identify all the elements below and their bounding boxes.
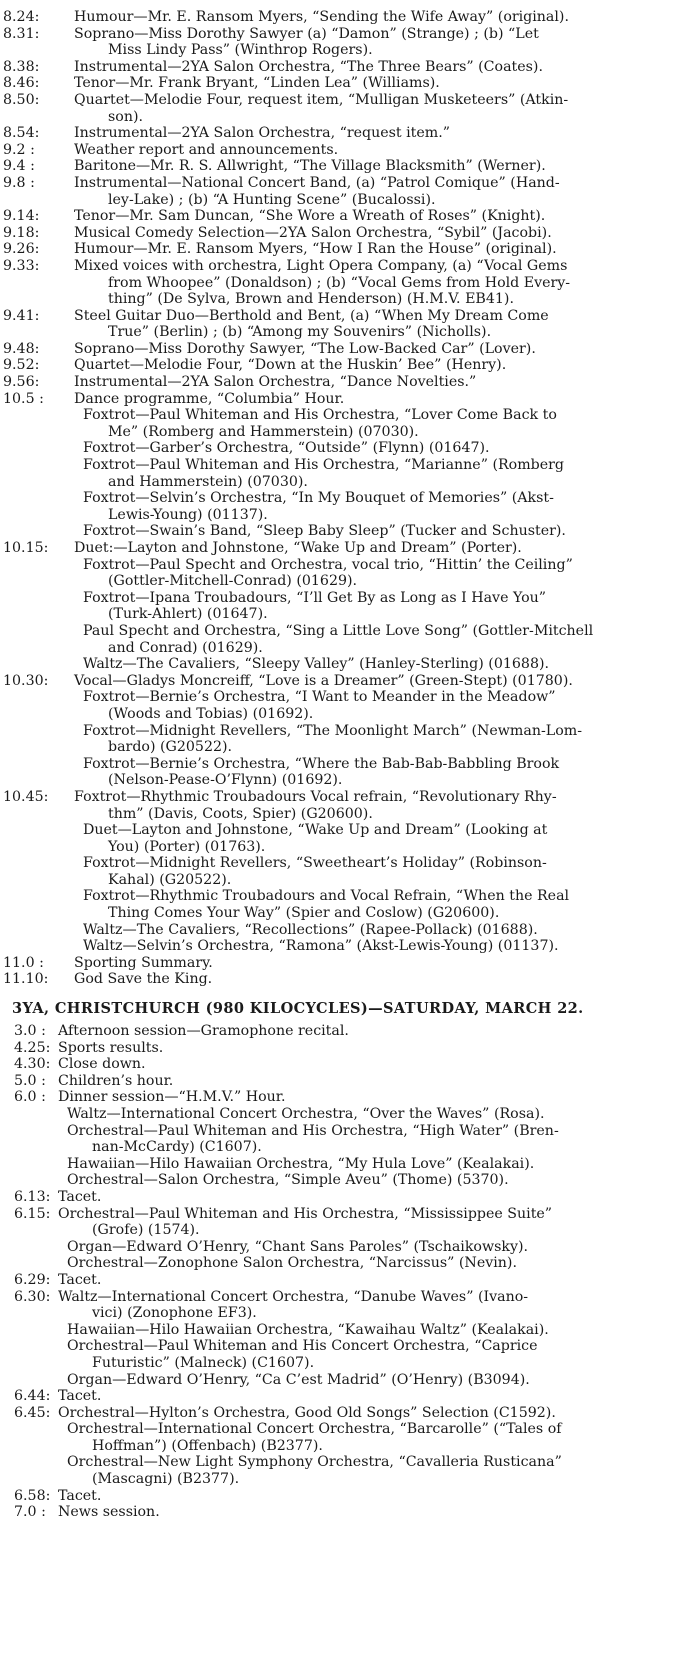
entry-line: Foxtrot—Paul Whiteman and His Orchestra, “Marianne” (Romberg: [83, 457, 565, 474]
program-entry: [0, 955, 700, 972]
entry-time: 6.44:: [14, 1388, 51, 1405]
program-entry: [0, 1421, 700, 1454]
entry-time: 9.41:: [3, 307, 40, 324]
entry-line: Foxtrot—Rhythmic Troubadours Vocal refrain, “Revolutionary Rhy-: [74, 788, 557, 805]
entry-line: Orchestral—Paul Whiteman and His Orchestra, “Mississippee Suite”: [58, 1205, 553, 1222]
entry-line: Waltz—The Cavaliers, “Recollections” (Rapee-Pollack) (01688).: [83, 921, 538, 938]
entry-line: Futuristic” (Malneck) (C1607).: [92, 1354, 315, 1371]
program-entry: [0, 407, 700, 440]
entry-line: Sports results.: [58, 1039, 164, 1056]
entry-text: [83, 407, 692, 440]
program-entry: [0, 1388, 700, 1405]
entry-line: Waltz—The Cavaliers, “Sleepy Valley” (Hanley-Sterling) (01688).: [83, 656, 550, 673]
entry-line: Children’s hour.: [58, 1072, 174, 1089]
entry-text: [67, 1255, 692, 1272]
entry-line: News session.: [58, 1504, 160, 1521]
program-entry: [0, 523, 700, 540]
entry-text: [74, 125, 692, 142]
entry-line: Orchestral—Zonophone Salon Orchestra, “Narcissus” (Nevin).: [67, 1255, 517, 1272]
program-entry: [0, 971, 700, 988]
entry-text: [74, 971, 692, 988]
entry-line: thm” (Davis, Coots, Spier) (G20600).: [108, 805, 373, 822]
entry-time: 4.25:: [14, 1039, 51, 1056]
entry-text: [74, 374, 692, 391]
entry-time: 10.45:: [3, 788, 49, 805]
entry-line: Lewis-Young) (01137).: [108, 506, 268, 523]
entry-text: [83, 557, 692, 590]
entry-line: Duet—Layton and Johnstone, “Wake Up and Dream” (Looking at: [83, 822, 548, 839]
program-entry: [0, 1272, 700, 1289]
program-entry: [0, 723, 700, 756]
entry-line: You) (Porter) (01763).: [108, 838, 266, 855]
entry-line: Miss Lindy Pass” (Winthrop Rogers).: [108, 42, 373, 59]
entry-text: [67, 1156, 692, 1173]
entry-line: Kahal) (G20522).: [108, 871, 232, 888]
entry-text: [83, 523, 692, 540]
entry-text: [74, 141, 692, 159]
entry-line: Quartet—Melodie Four, “Down at the Huskin’ Bee” (Henry).: [74, 357, 507, 374]
entry-text: [67, 1123, 692, 1156]
program-entry: [0, 208, 700, 225]
program-entry: [0, 258, 700, 308]
entry-line: Instrumental—National Concert Band, (a) “Patrol Comique” (Hand-: [74, 174, 560, 191]
entry-text: [58, 1388, 692, 1405]
entry-line: bardo) (G20522).: [108, 739, 233, 756]
program-entry: [0, 241, 700, 258]
entry-line: (Grofe) (1574).: [92, 1222, 200, 1239]
program-entry: [0, 938, 700, 955]
entry-line: Musical Comedy Selection—2YA Salon Orchestra, “Sybil” (Jacobi).: [74, 224, 552, 241]
entry-text: [83, 723, 692, 756]
entry-text: [74, 9, 692, 26]
entry-line: Baritone—Mr. R. S. Allwright, “The Village Blacksmith” (Werner).: [74, 158, 546, 175]
entry-line: and Conrad) (01629).: [108, 639, 263, 656]
program-entry: [0, 374, 700, 391]
entry-text: [67, 1338, 692, 1371]
entry-time: 6.0 :: [14, 1089, 46, 1106]
program-entry: [0, 341, 700, 358]
entry-line: Foxtrot—Rhythmic Troubadours and Vocal Refrain, “When the Real: [83, 888, 570, 905]
program-entry: [0, 922, 700, 939]
entry-text: [67, 1172, 692, 1189]
entry-line: Me” (Romberg and Hammerstein) (07030).: [108, 423, 419, 440]
entry-time: 8.46:: [3, 75, 40, 92]
entry-line: Waltz—International Concert Orchestra, “Danube Waves” (Ivano-: [58, 1288, 529, 1305]
entry-text: [74, 241, 692, 258]
entry-line: Humour—Mr. E. Ransom Myers, “How I Ran the House” (original).: [74, 241, 557, 258]
entry-text: [58, 1023, 692, 1040]
program-entry: [0, 1206, 700, 1239]
entry-line: Tacet.: [58, 1487, 102, 1504]
program-entry: [0, 689, 700, 722]
entry-text: [74, 208, 692, 225]
entry-line: nan-McCardy) (C1607).: [92, 1139, 262, 1156]
program-entry: [0, 557, 700, 590]
entry-text: [67, 1106, 692, 1123]
entry-text: [58, 1039, 692, 1057]
program-entry: [0, 673, 700, 690]
entry-line: vici) (Zonophone EF3).: [92, 1305, 257, 1322]
entry-time: 9.48:: [3, 340, 40, 357]
program-entry: [0, 540, 700, 557]
entry-time: 6.30:: [14, 1288, 51, 1305]
program-entry: [0, 125, 700, 142]
entry-text: [74, 672, 692, 690]
entry-time: 11.10:: [3, 971, 49, 988]
program-entry: [0, 656, 700, 673]
entry-time: 6.13:: [14, 1188, 51, 1205]
entry-time: 9.2 :: [3, 141, 35, 158]
entry-line: Close down.: [58, 1056, 146, 1073]
program-entry: [0, 623, 700, 656]
program-entry: [0, 1073, 700, 1090]
entry-line: God Save the King.: [74, 971, 213, 988]
entry-line: Foxtrot—Ipana Troubadours, “I’ll Get By as Long as I Have You”: [83, 589, 547, 606]
program-entry: [0, 357, 700, 374]
entry-line: Foxtrot—Selvin’s Orchestra, “In My Bouquet of Memories” (Akst-: [83, 490, 554, 507]
entry-line: Tacet.: [58, 1271, 102, 1288]
program-entry: [0, 490, 700, 523]
entry-line: Foxtrot—Bernie’s Orchestra, “I Want to Meander in the Meadow”: [83, 689, 556, 706]
entry-line: Hawaiian—Hilo Hawaiian Orchestra, “My Hula Love” (Kealakai).: [67, 1155, 535, 1172]
program-entry: [0, 1322, 700, 1339]
entry-line: Waltz—International Concert Orchestra, “Over the Waves” (Rosa).: [67, 1106, 545, 1122]
entry-line: Foxtrot—Garber’s Orchestra, “Outside” (Flynn) (01647).: [83, 440, 490, 457]
program-entry: [0, 142, 700, 159]
entry-line: Orchestral—Salon Orchestra, “Simple Aveu” (Thome) (5370).: [67, 1172, 509, 1189]
program-entry: [0, 158, 700, 175]
entry-time: 6.45:: [14, 1404, 51, 1421]
entry-text: [58, 1271, 692, 1289]
program-entry: [0, 1405, 700, 1422]
program-entry: [0, 888, 700, 921]
entry-text: [58, 1205, 692, 1239]
entry-line: Paul Specht and Orchestra, “Sing a Little Love Song” (Gottler-Mitchell: [83, 622, 594, 639]
entry-time: 8.24:: [3, 9, 40, 25]
entry-text: [74, 788, 692, 822]
entry-line: Humour—Mr. E. Ransom Myers, “Sending the Wife Away” (original).: [74, 9, 569, 25]
entry-line: Foxtrot—Swain’s Band, “Sleep Baby Sleep” (Tucker and Schuster).: [83, 523, 566, 540]
entry-time: 4.30:: [14, 1056, 51, 1073]
program-entry: [0, 1056, 700, 1073]
program-entry: [0, 440, 700, 457]
entry-line: Hawaiian—Hilo Hawaiian Orchestra, “Kawaihau Waltz” (Kealakai).: [67, 1321, 549, 1338]
entry-time: 10.15:: [3, 540, 49, 556]
entry-text: [83, 656, 692, 673]
entry-text: [83, 822, 692, 855]
entry-line: Soprano—Miss Dorothy Sawyer, “The Low-Backed Car” (Lover).: [74, 340, 536, 357]
entry-text: [83, 440, 692, 457]
entry-time: 5.0 :: [14, 1072, 46, 1089]
program-entry: [0, 92, 700, 125]
entry-text: [58, 1487, 692, 1505]
entry-text: [74, 540, 692, 557]
entry-text: [74, 25, 692, 59]
program-entry: [0, 1123, 700, 1156]
entry-line: Thing Comes Your Way” (Spier and Coslow) (G20600).: [108, 905, 500, 922]
entry-time: 6.15:: [14, 1205, 51, 1222]
entry-line: ley-Lake) ; (b) “A Hunting Scene” (Bucalossi).: [108, 191, 436, 208]
program-entry: [0, 1488, 700, 1505]
entry-line: Waltz—Selvin’s Orchestra, “Ramona” (Akst-Lewis-Young) (01137).: [83, 938, 559, 955]
entry-text: [74, 307, 692, 341]
entry-time: 6.29:: [14, 1271, 51, 1288]
entry-text: [83, 689, 692, 722]
entry-line: Mixed voices with orchestra, Light Opera Company, (a) “Vocal Gems: [74, 257, 568, 274]
entry-line: (Turk-Ahlert) (01647).: [108, 606, 268, 623]
program-entry: [0, 590, 700, 623]
program-entry: [0, 26, 700, 59]
entry-line: Steel Guitar Duo—Berthold and Bent, (a) “When My Dream Come: [74, 307, 549, 324]
entry-line: (Gottler-Mitchell-Conrad) (01629).: [108, 573, 358, 590]
entry-time: 11.0 :: [3, 954, 44, 971]
entry-time: 9.33:: [3, 257, 40, 274]
entry-text: [83, 490, 692, 523]
program-entry: [0, 822, 700, 855]
entry-text: [74, 390, 692, 408]
entry-time: 3.0 :: [14, 1023, 46, 1040]
program-entry: [0, 175, 700, 208]
section-3ya-christchurch: [0, 1000, 700, 1521]
entry-text: [58, 1404, 692, 1422]
entry-line: (Mascagni) (B2377).: [92, 1471, 240, 1488]
entry-line: Orchestral—Paul Whiteman and His Concert Orchestra, “Caprice: [67, 1338, 538, 1355]
entry-text: [67, 1454, 692, 1487]
entry-line: Instrumental—2YA Salon Orchestra, “The Three Bears” (Coates).: [74, 58, 543, 75]
entry-text: [83, 855, 692, 888]
entry-line: Instrumental—2YA Salon Orchestra, “request item.”: [74, 125, 450, 142]
entry-line: Organ—Edward O’Henry, “Ca C’est Madrid” (O’Henry) (B3094).: [67, 1371, 530, 1388]
entry-time: 9.26:: [3, 241, 40, 258]
entry-line: Tenor—Mr. Frank Bryant, “Linden Lea” (Williams).: [74, 75, 440, 92]
entry-line: Orchestral—Hylton’s Orchestra, Good Old Songs” Selection (C1592).: [58, 1404, 556, 1421]
program-entry: [0, 391, 700, 408]
entry-text: [67, 1239, 692, 1256]
program-entry: [0, 1338, 700, 1371]
program-entry: [0, 75, 700, 92]
program-entry: [0, 1023, 700, 1040]
entry-time: 10.5 :: [3, 390, 44, 407]
entry-line: Tacet.: [58, 1388, 102, 1405]
entry-text: [83, 623, 692, 656]
entry-time: 8.50:: [3, 91, 40, 108]
entry-text: [74, 91, 692, 125]
program-entry: [0, 1156, 700, 1173]
entry-time: 8.54:: [3, 125, 40, 142]
entry-time: 8.38:: [3, 58, 40, 75]
entry-line: Organ—Edward O’Henry, “Chant Sans Paroles” (Tschaikowsky).: [67, 1238, 529, 1255]
program-entry: [0, 457, 700, 490]
entry-text: [74, 357, 692, 374]
program-entry: [0, 1189, 700, 1206]
program-entry: [0, 1255, 700, 1272]
entry-line: Sporting Summary.: [74, 954, 213, 971]
entry-text: [83, 756, 692, 789]
entry-text: [58, 1072, 692, 1090]
program-entry: [0, 1454, 700, 1487]
program-entry: [0, 1040, 700, 1057]
entry-text: [74, 174, 692, 208]
entry-line: Soprano—Miss Dorothy Sawyer (a) “Damon” (Strange) ; (b) “Let: [74, 25, 539, 42]
entry-text: [67, 1322, 692, 1339]
entry-text: [67, 1372, 692, 1389]
entry-text: [74, 224, 692, 242]
entry-text: [74, 75, 692, 92]
entry-line: son).: [108, 108, 144, 125]
entry-time: 10.30:: [3, 672, 49, 689]
entry-text: [74, 158, 692, 175]
entry-line: Foxtrot—Paul Specht and Orchestra, vocal trio, “Hittin’ the Ceiling”: [83, 556, 573, 573]
entry-line: True” (Berlin) ; (b) “Among my Souvenirs” (Nicholls).: [108, 324, 492, 341]
entry-text: [74, 58, 692, 76]
entry-line: Vocal—Gladys Moncreiff, “Love is a Dreamer” (Green-Stept) (01780).: [74, 672, 573, 689]
entry-line: (Nelson-Pease-O’Flynn) (01692).: [108, 772, 343, 789]
entry-time: 9.52:: [3, 357, 40, 374]
entry-time: 9.14:: [3, 208, 40, 225]
entry-time: 6.58:: [14, 1487, 51, 1504]
entry-text: [58, 1089, 692, 1106]
entry-text: [67, 1421, 692, 1454]
entry-line: Instrumental—2YA Salon Orchestra, “Dance Novelties.”: [74, 374, 477, 391]
entry-text: [58, 1056, 692, 1073]
entry-line: Hoffman”) (Offenbach) (B2377).: [92, 1437, 323, 1454]
station-heading: 3YA, CHRISTCHURCH (980 KILOCYCLES)—SATURDAY, MARCH 22.: [12, 1000, 584, 1018]
entry-text: [58, 1504, 692, 1521]
program-entry: [0, 225, 700, 242]
entry-time: 9.4 :: [3, 158, 35, 175]
program-entry: [0, 1372, 700, 1389]
entry-line: Quartet—Melodie Four, request item, “Mulligan Musketeers” (Atkin-: [74, 91, 569, 108]
entry-text: [83, 922, 692, 939]
entry-line: Orchestral—International Concert Orchestra, “Barcarolle” (“Tales of: [67, 1421, 562, 1438]
program-entry: [0, 1089, 700, 1106]
program-entry: [0, 1289, 700, 1322]
entry-line: Foxtrot—Bernie’s Orchestra, “Where the Bab-Bab-Babbling Brook: [83, 755, 560, 772]
entry-time: 7.0 :: [14, 1504, 46, 1521]
entry-time: 8.31:: [3, 25, 40, 42]
entry-line: Orchestral—New Light Symphony Orchestra, “Cavalleria Rusticana”: [67, 1454, 562, 1471]
entry-line: Foxtrot—Paul Whiteman and His Orchestra, “Lover Come Back to: [83, 407, 557, 424]
entry-line: Dinner session—“H.M.V.” Hour.: [58, 1089, 286, 1106]
program-entry: [0, 1106, 700, 1123]
program-entry: [0, 59, 700, 76]
program-entry: [0, 1172, 700, 1189]
program-entry: [0, 1504, 700, 1521]
program-entry: [0, 789, 700, 822]
entry-text: [83, 938, 692, 955]
entry-line: from Whoopee” (Donaldson) ; (b) “Vocal Gems from Hold Every-: [108, 274, 571, 291]
entry-text: [83, 457, 692, 490]
entry-line: Foxtrot—Midnight Revellers, “The Moonlight March” (Newman-Lom-: [83, 722, 582, 739]
entry-line: Duet:—Layton and Johnstone, “Wake Up and Dream” (Porter).: [74, 540, 522, 556]
entry-line: Tenor—Mr. Sam Duncan, “She Wore a Wreath of Roses” (Knight).: [74, 208, 546, 225]
program-entry: [0, 756, 700, 789]
entry-text: [74, 954, 692, 972]
program-entry: [0, 9, 700, 26]
entry-line: (Woods and Tobias) (01692).: [108, 705, 314, 722]
entry-line: thing” (De Sylva, Brown and Henderson) (H.M.V. EB41).: [108, 291, 514, 308]
entry-line: Foxtrot—Midnight Revellers, “Sweetheart’s Holiday” (Robinson-: [83, 855, 547, 872]
entry-line: and Hammerstein) (07030).: [108, 473, 308, 490]
entry-time: 9.8 :: [3, 174, 35, 191]
entry-time: 9.18:: [3, 224, 40, 241]
program-entry: [0, 308, 700, 341]
entry-text: [58, 1188, 692, 1206]
entry-line: Orchestral—Paul Whiteman and His Orchestra, “High Water” (Bren-: [67, 1122, 559, 1139]
entry-text: [74, 340, 692, 358]
program-entry: [0, 855, 700, 888]
program-entry: [0, 1239, 700, 1256]
entry-text: [83, 888, 692, 921]
entry-line: Weather report and announcements.: [74, 141, 339, 158]
entry-line: Afternoon session—Gramophone recital.: [58, 1023, 349, 1040]
entry-line: Tacet.: [58, 1188, 102, 1205]
entry-text: [58, 1288, 692, 1322]
entry-time: 9.56:: [3, 374, 40, 391]
entry-line: Dance programme, “Columbia” Hour.: [74, 390, 345, 407]
entry-text: [74, 257, 692, 308]
entry-text: [83, 590, 692, 623]
